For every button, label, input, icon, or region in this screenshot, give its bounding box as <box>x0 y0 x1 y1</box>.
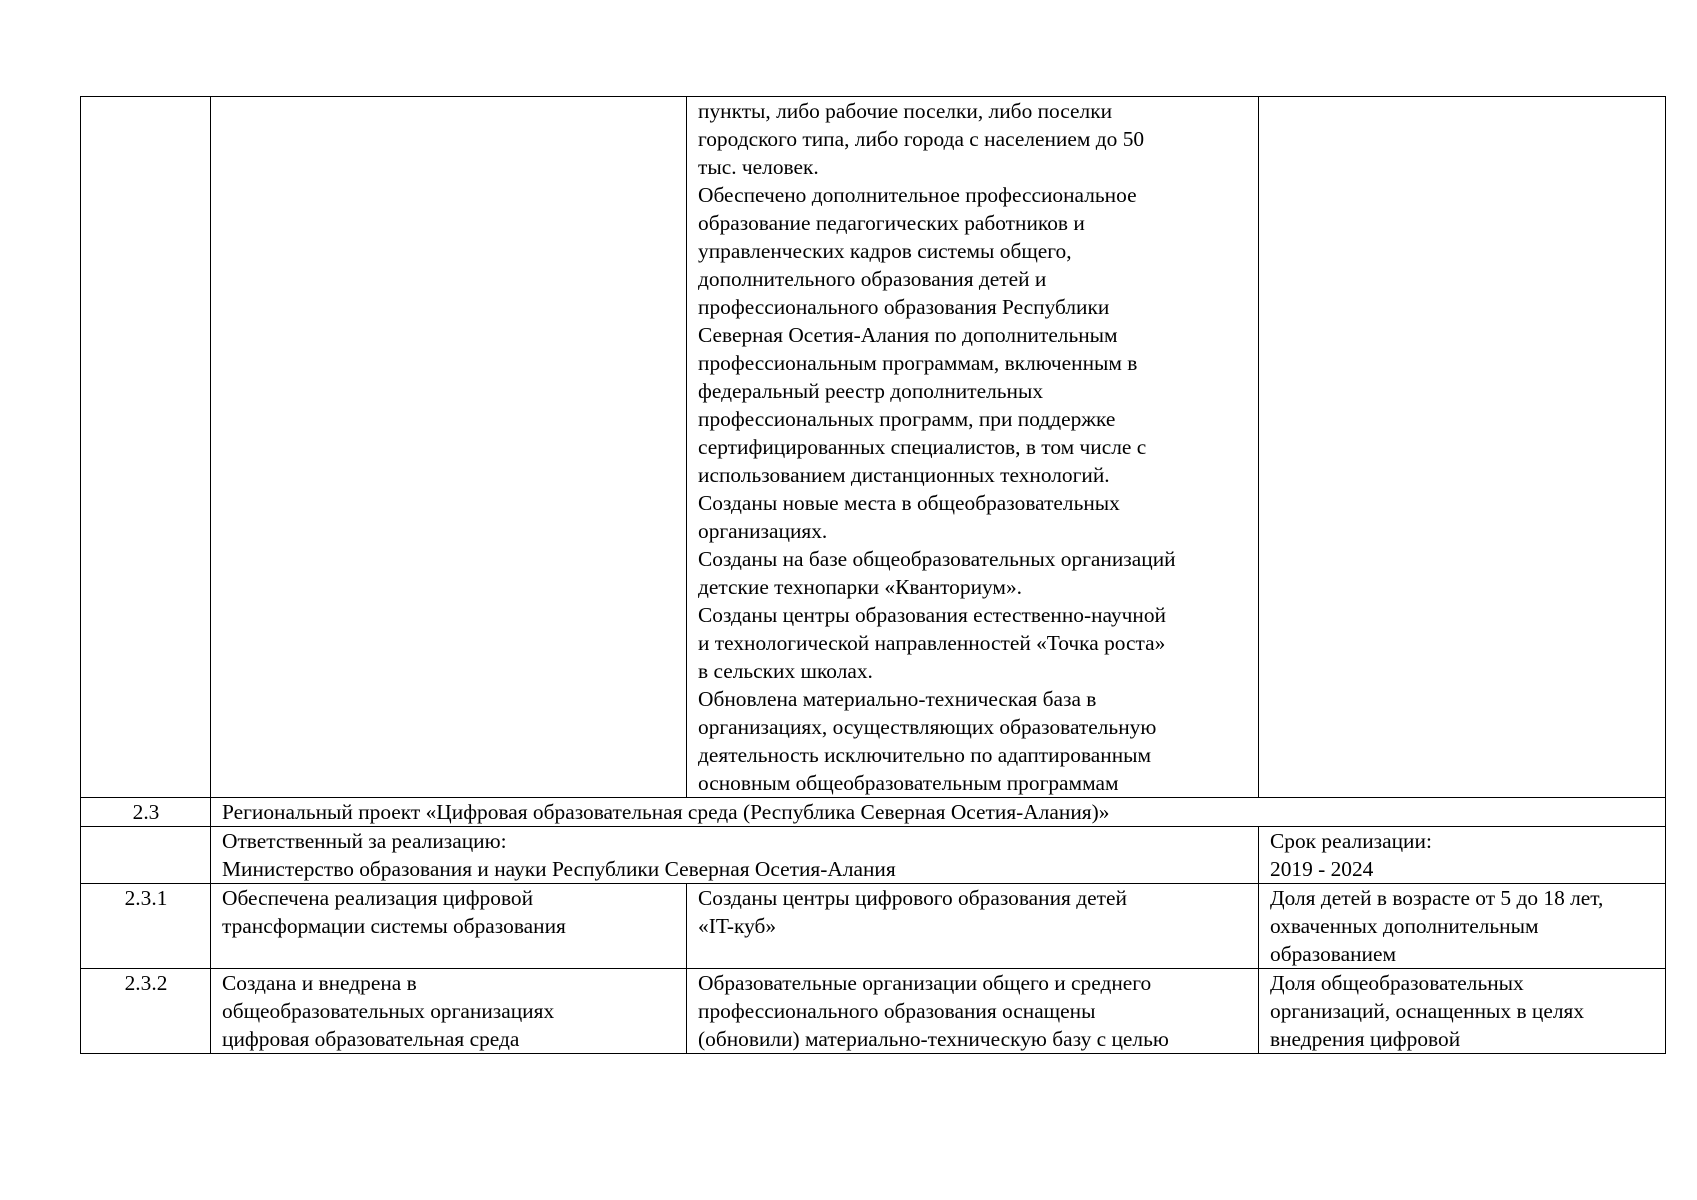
section-header-row <box>81 798 1666 827</box>
continuation-indicator-cell <box>1259 97 1666 798</box>
row-indicator: Доля детей в возрасте от 5 до 18 лет, охваченных дополнительным образованием <box>1259 884 1666 969</box>
plan-table <box>80 96 1666 1054</box>
responsible-executor: Ответственный за реализацию: Министерство образования и науки Республики Северная Осетия-Алания <box>211 827 1259 884</box>
continuation-row <box>81 97 1666 798</box>
document-page <box>80 96 1665 1054</box>
continuation-number-cell <box>81 97 211 798</box>
row-indicator: Доля общеобразовательных организаций, оснащенных в целях внедрения цифровой <box>1259 969 1666 1054</box>
implementation-term: Срок реализации: 2019 - 2024 <box>1259 827 1666 884</box>
table-row <box>81 969 1666 1054</box>
responsible-row <box>81 827 1666 884</box>
row-number: 2.3.1 <box>81 884 211 969</box>
row-task: Обеспечена реализация цифровой трансформации системы образования <box>211 884 687 969</box>
continuation-result-cell: пункты, либо рабочие поселки, либо поселки городского типа, либо города с населением до 50 тыс. человек. Обеспечено дополнительное профессиональное образование педагогических работников и управленческих кадров системы общего, дополнительного образования детей и профессионального образования Республики Северная Осетия-Алания по дополнительным профессиональным программам, включенным в федеральный реестр дополнительных профессиональных программ, при поддержке сертифицированных специалистов, в том числе с использованием дистанционных технологий. Созданы новые места в общеобразовательных организациях. Созданы на базе общеобразовательных организаций детские технопарки «Кванториум». Созданы центры образования естественно-научной и технологической направленностей «Точка роста» в сельских школах. Обновлена материально-техническая база в организациях, осуществляющих образовательную деятельность исключительно по адаптированным основным общеобразовательным программам <box>687 97 1259 798</box>
section-number: 2.3 <box>81 798 211 827</box>
continuation-task-cell <box>211 97 687 798</box>
row-result: Образовательные организации общего и среднего профессионального образования оснащены (обновили) материально-техническую базу с целью <box>687 969 1259 1054</box>
row-result: Созданы центры цифрового образования детей «IT-куб» <box>687 884 1259 969</box>
section-title: Региональный проект «Цифровая образовательная среда (Республика Северная Осетия-Алания)» <box>211 798 1666 827</box>
table-row <box>81 884 1666 969</box>
row-task: Создана и внедрена в общеобразовательных организациях цифровая образовательная среда <box>211 969 687 1054</box>
responsible-number-cell <box>81 827 211 884</box>
row-number: 2.3.2 <box>81 969 211 1054</box>
